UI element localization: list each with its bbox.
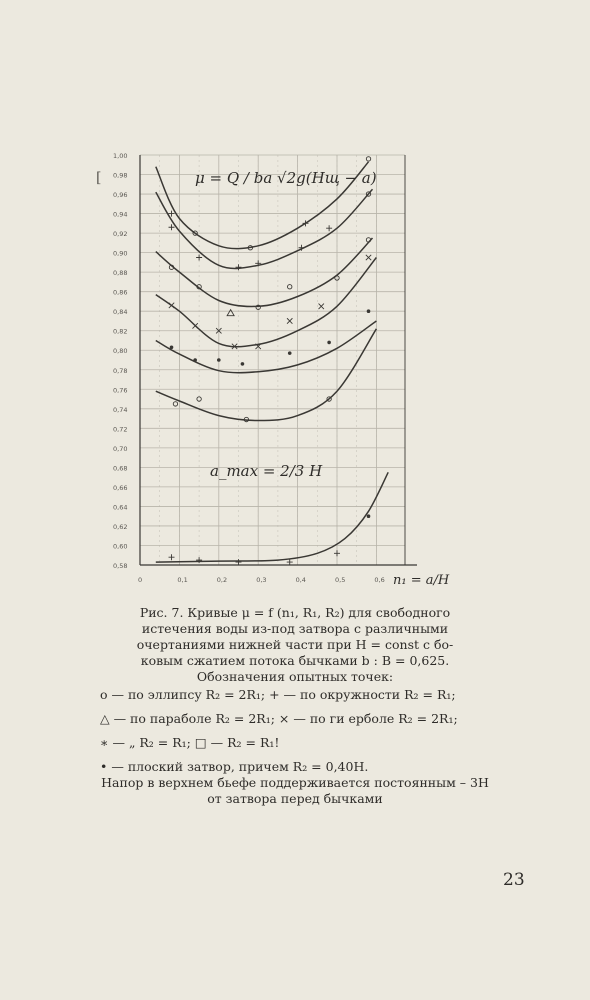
x-tick-label: 0,2 [216, 576, 228, 584]
y-tick-label: 0,92 [113, 230, 128, 239]
marker-legend [100, 683, 520, 779]
figure-caption [100, 605, 490, 685]
point-marker-dot [288, 351, 292, 355]
note-line-1: Напор в верхнем бьефе поддерживается постоянным – 3H [101, 775, 489, 790]
y-tick-label: 0,86 [113, 288, 128, 297]
y-tick-label: 0,96 [113, 191, 128, 200]
point-marker-plus [196, 557, 202, 563]
y-tick-label: 0,58 [113, 562, 128, 570]
point-marker-dot [193, 358, 197, 362]
caption-line-3: очертаниями нижней части при H = const с бо- [136, 637, 454, 652]
y-tick-label: 0,74 [113, 405, 128, 414]
x-axis-label: n₁ = a/H [393, 573, 450, 588]
y-tick-label: 0,64 [113, 503, 128, 512]
caption-line-2: истечения воды из-под затвора с различными [141, 621, 449, 636]
point-marker-plus [196, 255, 202, 261]
series-line-2 [156, 189, 373, 268]
legend-row-3: ∗ — „ R₂ = R₁; □ — R₂ = R₁! [100, 735, 280, 750]
y-tick-label: 0,98 [113, 171, 128, 180]
point-marker-circle [288, 285, 292, 289]
y-tick-label: 0,68 [113, 464, 128, 473]
point-marker-cross [169, 303, 174, 308]
note-line-2: от затвора перед бычками [207, 791, 383, 806]
point-marker-cross [319, 304, 324, 309]
chart-grid [140, 155, 405, 565]
series-line-5 [156, 321, 377, 373]
point-marker-plus [287, 559, 293, 565]
y-tick-label: 0,84 [113, 308, 128, 317]
chart-series [156, 162, 388, 562]
legend-row-2: △ — по параболе R₂ = 2R₁; × — по ги ерболе R₂ = 2R₁; [100, 711, 458, 726]
pressure-note [100, 775, 490, 807]
formula-annotation: μ = Q / ba √2g(Hщ − a) [195, 169, 377, 187]
point-marker-plus [236, 264, 242, 270]
point-marker-triangle [227, 310, 234, 316]
amax-annotation: a_max = 2/3 H [210, 462, 323, 480]
series-line-7 [156, 472, 388, 562]
x-tick-label: 0,1 [177, 576, 188, 584]
y-tick-label: 0,72 [113, 425, 128, 434]
caption-line-1: Рис. 7. Кривые μ = f (n₁, R₁, R₂) для свободного [139, 605, 451, 620]
point-marker-plus [326, 225, 332, 231]
y-tick-label: 0,94 [113, 210, 128, 219]
point-marker-plus [236, 559, 242, 565]
x-tick-label: 0,6 [374, 576, 385, 584]
point-marker-cross [287, 318, 292, 323]
point-marker-circle [173, 402, 177, 406]
x-tick-label: 0,4 [295, 576, 306, 584]
point-marker-circle [366, 157, 370, 161]
y-tick-label: 0,60 [113, 542, 128, 551]
point-marker-plus [169, 224, 175, 230]
point-marker-cross [366, 255, 371, 260]
corner-bracket-mark: [ [96, 170, 102, 186]
y-tick-label: 0,80 [113, 347, 128, 356]
point-marker-dot [367, 309, 371, 313]
chart-ticks [113, 152, 385, 584]
point-marker-plus [334, 550, 340, 556]
point-marker-dot [170, 346, 174, 350]
y-tick-label: 0,62 [113, 522, 128, 531]
x-tick-label: 0 [138, 576, 143, 584]
y-tick-label: 1,00 [113, 152, 128, 160]
legend-row-1: о — по эллипсу R₂ = 2R₁; + — по окружности R₂ = R₁; [100, 687, 456, 702]
y-tick-label: 0,76 [113, 386, 128, 395]
y-tick-label: 0,88 [113, 269, 128, 278]
y-tick-label: 0,90 [113, 249, 128, 258]
point-marker-cross [192, 323, 197, 328]
caption-line-5: Обозначения опытных точек: [196, 669, 394, 684]
point-marker-dot [241, 362, 245, 366]
series-line-4 [156, 258, 377, 347]
x-tick-label: 0,5 [335, 576, 346, 584]
legend-row-4: • — плоский затвор, причем R₂ = 0,40H. [100, 759, 369, 774]
x-tick-label: 0,3 [256, 576, 267, 584]
y-tick-label: 0,66 [113, 483, 128, 492]
point-marker-plus [169, 554, 175, 560]
caption-line-4: ковым сжатием потока бычками b : B = 0,625. [140, 653, 450, 668]
point-marker-dot [367, 514, 371, 518]
point-marker-dot [327, 341, 331, 345]
point-marker-dot [217, 358, 221, 362]
y-tick-label: 0,82 [113, 327, 128, 336]
chart-axes [140, 155, 417, 565]
y-tick-label: 0,78 [113, 366, 128, 375]
y-tick-label: 0,70 [113, 444, 128, 453]
page-number: 23 [503, 870, 525, 890]
